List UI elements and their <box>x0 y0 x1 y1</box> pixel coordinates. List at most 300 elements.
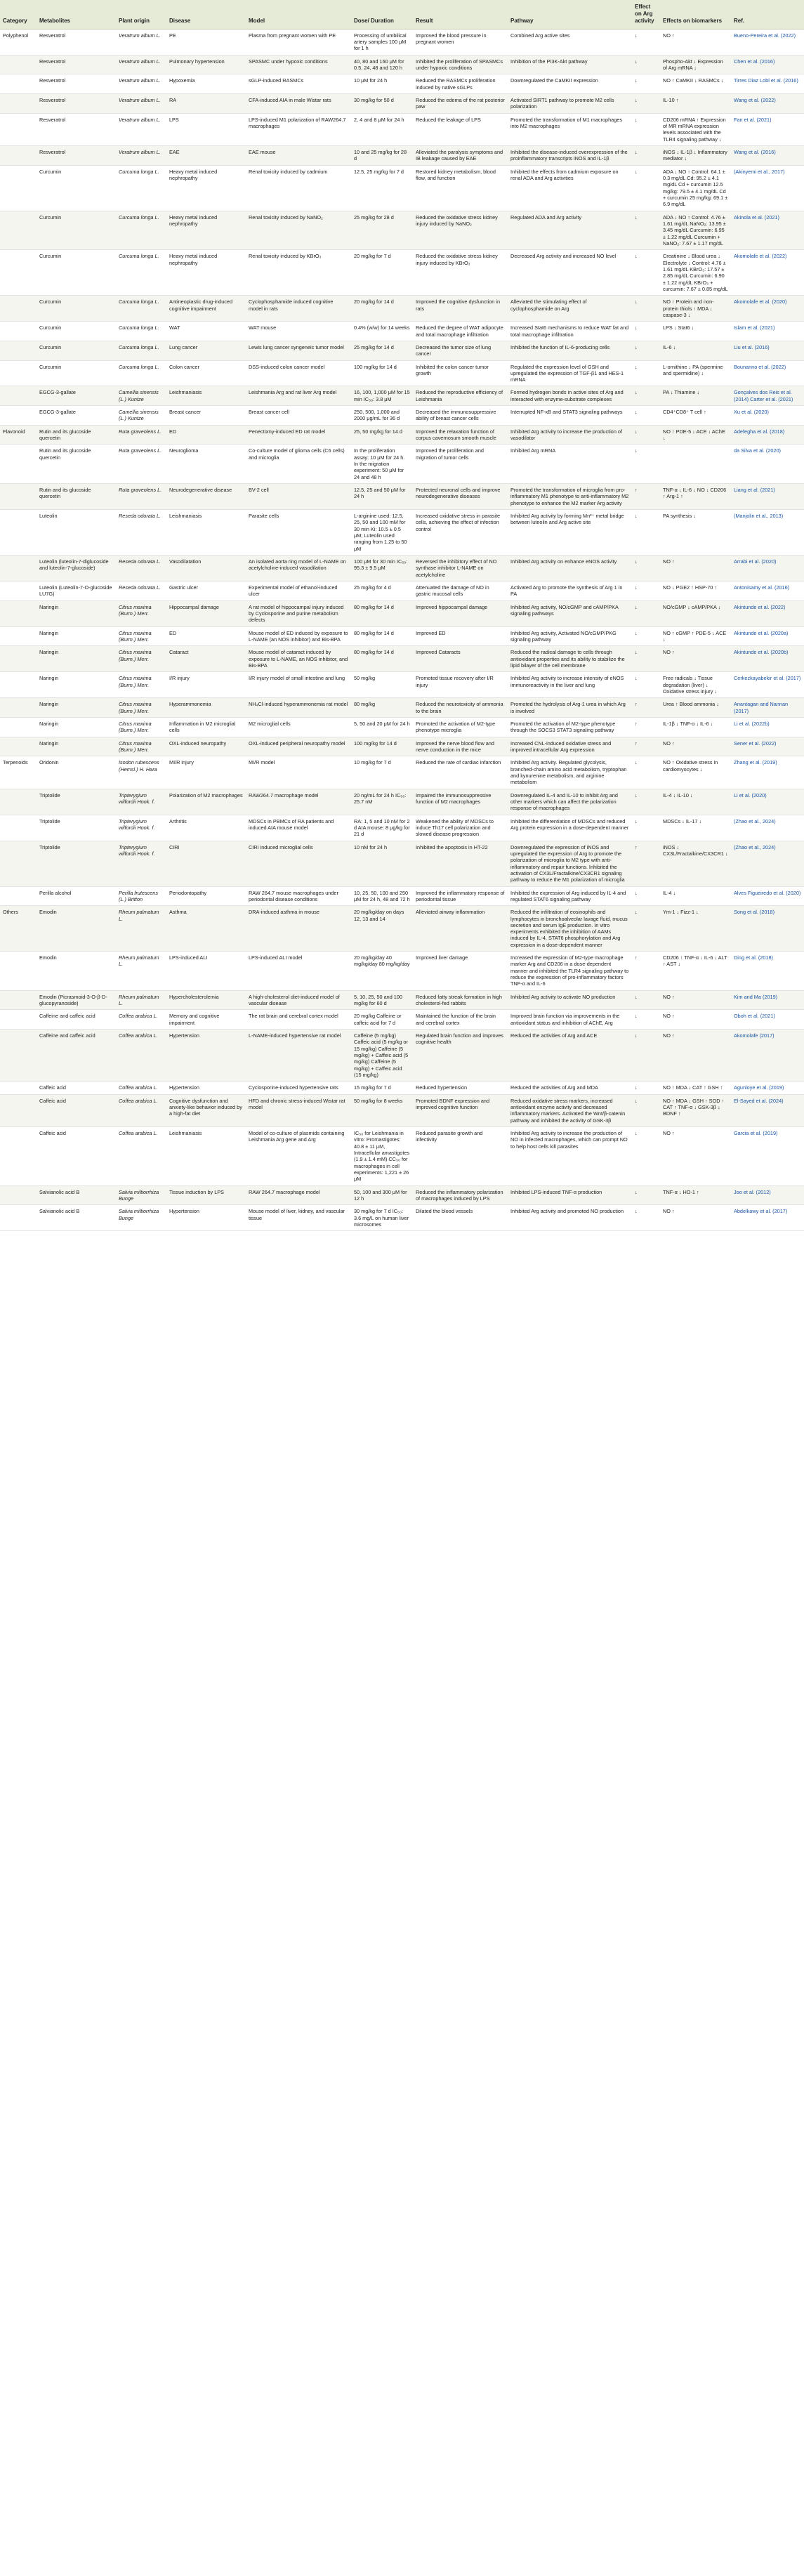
cell-result: Attenuated the damage of NO in gastric mucosal cells <box>413 581 508 601</box>
cell-metabolite: Rutin and its glucoside quercetin <box>37 484 116 510</box>
cell-ref[interactable]: Bounanno et al. (2022) <box>731 360 804 386</box>
cell-dose: 10, 25, 50, 100 and 250 μM for 24 h, 48 and 72 h <box>351 886 413 906</box>
cell-category <box>0 406 37 426</box>
cell-disease: PE <box>166 29 246 55</box>
cell-plant-origin: Coffea arabica L. <box>116 1094 166 1126</box>
cell-model: RAW 264.7 macrophage model <box>246 1185 351 1205</box>
cell-category <box>0 626 37 646</box>
cell-model: Renal toxicity induced by cadmium <box>246 165 351 211</box>
cell-pathway: Inhibited Arg activity by forming Mn²⁺ metal bridge between luteolin and Arg active site <box>508 510 632 556</box>
table-row <box>0 698 804 718</box>
cell-result: Decreased the tumor size of lung cancer <box>413 341 508 360</box>
table-row <box>0 1205 804 1231</box>
cell-metabolite: Resveratrol <box>37 74 116 94</box>
cell-ref[interactable]: Liang et al. (2021) <box>731 484 804 510</box>
cell-model: Mouse model of liver, kidney, and vascular tissue <box>246 1205 351 1231</box>
cell-metabolite: Caffeine and caffeic acid <box>37 1010 116 1030</box>
header-pathway: Pathway <box>508 0 632 29</box>
cell-category <box>0 322 37 341</box>
cell-model: Experimental model of ethanol-induced ulcer <box>246 581 351 601</box>
cell-pathway: Activated Arg to promote the synthesis of Arg 1 in PA <box>508 581 632 601</box>
cell-dose: IC₅₀ for Leishmania in vitro: Promastigotes: 40.8 ± 11 μM, Intracellular amastigotes (1.9 ± 1.4 mM) CC₅₀ for macrophages in cell experiments: 1,221 ± 26 μM <box>351 1127 413 1186</box>
cell-dose: 30 mg/kg for 50 d <box>351 94 413 114</box>
cell-result: Improved the cognitive dysfunction in rats <box>413 296 508 322</box>
cell-pathway: Inhibited Arg activity to increase intensity of eNOS immunoreactivity in the liver and lung <box>508 672 632 698</box>
cell-effect-arg: ↓ <box>632 406 660 426</box>
cell-model: NH₄Cl-induced hyperammonemia rat model <box>246 698 351 718</box>
cell-ref[interactable]: Akomolafe (2017) <box>731 1030 804 1082</box>
cell-biomarkers: Phospho-Akt ↓ Expression of Arg mRNA ↓ <box>660 55 731 74</box>
cell-model: Penectomy-induced ED rat model <box>246 425 351 445</box>
cell-result: Improved Cataracts <box>413 646 508 672</box>
cell-disease: Antineoplastic drug-induced cognitive impairment <box>166 296 246 322</box>
cell-ref[interactable]: Anantagan and Nannan (2017) <box>731 698 804 718</box>
cell-category <box>0 789 37 815</box>
header-dose: Dose/ Duration <box>351 0 413 29</box>
data-table <box>0 0 804 1231</box>
cell-plant-origin: Isodon rubescens (Hemsl.) H. Hara <box>116 756 166 789</box>
cell-plant-origin: Curcuma longa L. <box>116 250 166 296</box>
cell-effect-arg: ↓ <box>632 815 660 841</box>
cell-pathway: Promoted the transformation of M1 macrophages into M2 macrophages <box>508 113 632 145</box>
cell-dose: Caffeine (5 mg/kg) Caffeic acid (5 mg/kg or 15 mg/kg) Caffeine (5 mg/kg) + Caffeic acid (5 mg/kg) Caffeine (5 mg/kg) + Caffeic acid (15 mg/kg) <box>351 1030 413 1082</box>
cell-biomarkers: CD4⁺CD8⁺ T cell ↑ <box>660 406 731 426</box>
cell-effect-arg: ↓ <box>632 556 660 581</box>
cell-biomarkers: PA synthesis ↓ <box>660 510 731 556</box>
cell-dose: 10 nM for 24 h <box>351 841 413 886</box>
cell-effect-arg: ↓ <box>632 29 660 55</box>
cell-model: Breast cancer cell <box>246 406 351 426</box>
cell-effect-arg: ↓ <box>632 1010 660 1030</box>
cell-biomarkers: IL-4 ↓ <box>660 886 731 906</box>
cell-disease: LPS-induced ALI <box>166 952 246 991</box>
cell-disease: Gastric ulcer <box>166 581 246 601</box>
cell-disease: ED <box>166 626 246 646</box>
cell-plant-origin: Veratrum album L. <box>116 74 166 94</box>
cell-category <box>0 386 37 406</box>
cell-ref[interactable]: Li et al. (2020) <box>731 789 804 815</box>
cell-plant-origin: Curcuma longa L. <box>116 322 166 341</box>
cell-category <box>0 250 37 296</box>
table-row <box>0 952 804 991</box>
cell-disease: OXL-induced neuropathy <box>166 737 246 756</box>
cell-ref[interactable]: Song et al. (2018) <box>731 906 804 952</box>
cell-category <box>0 510 37 556</box>
cell-pathway: Downregulated the CaMKII expression <box>508 74 632 94</box>
cell-category <box>0 1082 37 1094</box>
header-effect-arg: Effect on Arg activity <box>632 0 660 29</box>
cell-metabolite: Caffeine and caffeic acid <box>37 1030 116 1082</box>
cell-pathway: Reduced the activities of Arg and MDA <box>508 1082 632 1094</box>
cell-metabolite: Triptolide <box>37 841 116 886</box>
table-row <box>0 737 804 756</box>
cell-model: sGLP-induced RASMCs <box>246 74 351 94</box>
cell-metabolite: Luteolin (luteolin-7-diglucoside and luteolin-7-glucoside) <box>37 556 116 581</box>
cell-model: BV-2 cell <box>246 484 351 510</box>
cell-ref[interactable]: Akintunde et al. (2020b) <box>731 646 804 672</box>
cell-ref[interactable]: Abdelkawy et al. (2017) <box>731 1205 804 1231</box>
cell-result: Reduced the degree of WAT adipocyte and total macrophage infiltration <box>413 322 508 341</box>
cell-ref[interactable]: Ding et al. (2018) <box>731 952 804 991</box>
cell-model: WAT mouse <box>246 322 351 341</box>
cell-model: Parasite cells <box>246 510 351 556</box>
cell-category: Others <box>0 906 37 952</box>
cell-plant-origin: Veratrum album L. <box>116 145 166 165</box>
cell-biomarkers: TNF-α ↓ HO-1 ↑ <box>660 1185 731 1205</box>
cell-dose: 80 mg/kg for 14 d <box>351 626 413 646</box>
cell-model: An isolated aorta ring model of L-NAME on acetylcholine-induced vasodilation <box>246 556 351 581</box>
cell-metabolite: Luteolin <box>37 510 116 556</box>
cell-effect-arg: ↓ <box>632 600 660 626</box>
cell-ref[interactable]: da Silva et al. (2020) <box>731 445 804 484</box>
cell-pathway: Interrupted NF-κB and STAT3 signaling pathways <box>508 406 632 426</box>
cell-metabolite: Rutin and its glucoside quercetin <box>37 445 116 484</box>
cell-ref[interactable]: Akinola et al. (2021) <box>731 211 804 250</box>
cell-metabolite: Luteolin (Luteolin-7-O-glucoside LU7G) <box>37 581 116 601</box>
table-row <box>0 1127 804 1186</box>
cell-disease: ED <box>166 425 246 445</box>
cell-dose: 50 mg/kg for 8 weeks <box>351 1094 413 1126</box>
cell-dose: 80 mg/kg for 14 d <box>351 600 413 626</box>
cell-effect-arg: ↓ <box>632 1094 660 1126</box>
cell-effect-arg: ↑ <box>632 717 660 737</box>
cell-category: Terpenoids <box>0 756 37 789</box>
cell-biomarkers: NO ↑ <box>660 646 731 672</box>
cell-biomarkers: IL-1β ↓ TNF-α ↓ IL-6 ↓ <box>660 717 731 737</box>
cell-category <box>0 737 37 756</box>
cell-dose: 20 mg/kg for 14 d <box>351 296 413 322</box>
cell-metabolite: Resveratrol <box>37 29 116 55</box>
cell-biomarkers: NO ↑ <box>660 1010 731 1030</box>
cell-result: Maintained the function of the brain and cerebral cortex <box>413 1010 508 1030</box>
cell-result: Improved ED <box>413 626 508 646</box>
cell-biomarkers: NO ↑ <box>660 1030 731 1082</box>
table-row <box>0 556 804 581</box>
table-row <box>0 360 804 386</box>
cell-plant-origin: Camellia sinensis (L.) Kuntze <box>116 386 166 406</box>
cell-dose: 20 ng/mL for 24 h IC₅₀: 25.7 nM <box>351 789 413 815</box>
cell-result: Improved the proliferation and migration of tumor cells <box>413 445 508 484</box>
cell-disease: Inflammation in M2 microglial cells <box>166 717 246 737</box>
cell-ref[interactable]: Antonisamy et al. (2016) <box>731 581 804 601</box>
cell-pathway: Inhibited the function of IL-6-producing cells <box>508 341 632 360</box>
cell-dose: 16, 100, 1,000 μM for 15 min IC₅₀: 3.8 μM <box>351 386 413 406</box>
cell-pathway: Inhibition of the PI3K-Akt pathway <box>508 55 632 74</box>
cell-category <box>0 1010 37 1030</box>
cell-result: Impaired the immunosuppressive function of M2 macrophages <box>413 789 508 815</box>
cell-disease: Memory and cognitive impairment <box>166 1010 246 1030</box>
table-row <box>0 484 804 510</box>
cell-dose: 100 mg/kg for 14 d <box>351 360 413 386</box>
cell-model: I/R injury model of small intestine and lung <box>246 672 351 698</box>
cell-ref[interactable]: Xu et al. (2020) <box>731 406 804 426</box>
header-ref: Ref. <box>731 0 804 29</box>
cell-ref[interactable]: Akomolafe et al. (2020) <box>731 296 804 322</box>
table-row <box>0 626 804 646</box>
cell-dose: 5, 10, 25, 50 and 100 mg/kg for 60 d <box>351 990 413 1010</box>
cell-ref[interactable]: Joo et al. (2012) <box>731 1185 804 1205</box>
table-row <box>0 1030 804 1082</box>
cell-biomarkers: CD206 ↑ TNF-α ↓ IL-6 ↓ ALT ↑ AST ↓ <box>660 952 731 991</box>
cell-pathway: Inhibited Arg activity to activate NO production <box>508 990 632 1010</box>
cell-model: Mouse model of cataract induced by exposure to L-NAME, an NOS inhibitor, and Bis-BPA <box>246 646 351 672</box>
cell-pathway: Inhibited Arg mRNA <box>508 445 632 484</box>
cell-metabolite: Curcumin <box>37 341 116 360</box>
table-header <box>0 0 804 29</box>
cell-biomarkers: NO ↑ cGMP ↑ PDE-5 ↓ ACE ↓ <box>660 626 731 646</box>
cell-ref[interactable]: Akomolafe et al. (2022) <box>731 250 804 296</box>
cell-pathway: Promoted the hydrolysis of Arg-1 urea in which Arg is involved <box>508 698 632 718</box>
cell-dose: 40, 80 and 160 μM for 0.5, 24, 48 and 120 h <box>351 55 413 74</box>
cell-result: Improved the nerve blood flow and nerve conduction in the mice <box>413 737 508 756</box>
cell-disease: Leishmaniasis <box>166 386 246 406</box>
cell-disease: CIRI <box>166 841 246 886</box>
cell-disease: Periodontopathy <box>166 886 246 906</box>
cell-ref[interactable]: Akintunde et al. (2020a) <box>731 626 804 646</box>
cell-model: CIRI induced microglial cells <box>246 841 351 886</box>
cell-biomarkers: NO ↑ PDE-5 ↓ ACE ↓ AChE ↓ <box>660 425 731 445</box>
cell-result: Reduced the RASMCs proliferation induced by native sGLPs <box>413 74 508 94</box>
cell-biomarkers: NO ↑ Protein and non-protein thiols ↑ MDA ↓ caspase-3 ↓ <box>660 296 731 322</box>
cell-pathway: Inhibited Arg activity. Regulated glycolysis, branched-chain amino acid metabolism, tryptophan and kynurenine metabolism, and arginine metabolism <box>508 756 632 789</box>
header-model: Model <box>246 0 351 29</box>
cell-category <box>0 55 37 74</box>
cell-plant-origin: Salvia miltiorrhiza Bunge <box>116 1185 166 1205</box>
cell-dose: 5, 50 and 20 μM for 24 h <box>351 717 413 737</box>
cell-effect-arg: ↓ <box>632 756 660 789</box>
cell-model: RAW 264.7 mouse macrophages under periodontal disease conditions <box>246 886 351 906</box>
cell-ref[interactable]: Wang et al. (2022) <box>731 94 804 114</box>
cell-result: Alleviated the paralysis symptoms and IB leakage caused by EAE <box>413 145 508 165</box>
cell-disease: Hippocampal damage <box>166 600 246 626</box>
cell-dose: 0.4% (w/w) for 14 weeks <box>351 322 413 341</box>
cell-plant-origin: Rheum palmatum L. <box>116 906 166 952</box>
cell-model: CFA-induced AIA in male Wistar rats <box>246 94 351 114</box>
cell-pathway: Promoted the activation of M2-type phenotype through the SOCS3 STAT3 signaling pathway <box>508 717 632 737</box>
cell-effect-arg: ↓ <box>632 74 660 94</box>
cell-disease: Neurodegenerative disease <box>166 484 246 510</box>
cell-ref[interactable]: Kim and Ma (2019) <box>731 990 804 1010</box>
cell-category <box>0 952 37 991</box>
table-row <box>0 165 804 211</box>
table-row <box>0 906 804 952</box>
cell-plant-origin: Veratrum album L. <box>116 55 166 74</box>
cell-pathway: Increased Stat6 mechanisms to reduce WAT fat and total macrophage infiltration <box>508 322 632 341</box>
cell-metabolite: Resveratrol <box>37 113 116 145</box>
cell-plant-origin: Perilla frutescens (L.) Britton <box>116 886 166 906</box>
table-body <box>0 29 804 1231</box>
cell-plant-origin: Citrus maxima (Burm.) Merr. <box>116 672 166 698</box>
cell-metabolite: Triptolide <box>37 789 116 815</box>
cell-disease: Arthritis <box>166 815 246 841</box>
cell-ref[interactable]: Agunloye et al. (2019) <box>731 1082 804 1094</box>
cell-biomarkers: iNOS ↓ CX3L/Fractalkine/CX3CR1 ↓ <box>660 841 731 886</box>
cell-effect-arg: ↓ <box>632 386 660 406</box>
cell-ref[interactable]: Alves Figueiredo et al. (2020) <box>731 886 804 906</box>
cell-ref[interactable]: Adefegha et al. (2018) <box>731 425 804 445</box>
cell-ref[interactable]: Oboh et al. (2021) <box>731 1010 804 1030</box>
cell-dose: 20 mg/kg Caffeine or caffeic acid for 7 d <box>351 1010 413 1030</box>
cell-ref[interactable]: Akintunde et al. (2022) <box>731 600 804 626</box>
table-row <box>0 1082 804 1094</box>
cell-result: Reduced the reproductive efficiency of Leishmania <box>413 386 508 406</box>
cell-disease: Leishmaniasis <box>166 1127 246 1186</box>
cell-ref[interactable]: El-Sayed et al. (2024) <box>731 1094 804 1126</box>
cell-ref[interactable]: Islam et al. (2021) <box>731 322 804 341</box>
table-row <box>0 646 804 672</box>
cell-result: Weakened the ability of MDSCs to induce Th17 cell polarization and slowed disease progression <box>413 815 508 841</box>
cell-plant-origin: Citrus maxima (Burm.) Merr. <box>116 717 166 737</box>
cell-plant-origin: Coffea arabica L. <box>116 1030 166 1082</box>
cell-result: Improved hippocampal damage <box>413 600 508 626</box>
cell-category <box>0 360 37 386</box>
cell-ref[interactable]: Chen et al. (2016) <box>731 55 804 74</box>
cell-ref[interactable]: Bueno-Pereira et al. (2022) <box>731 29 804 55</box>
cell-metabolite: Salvianolic acid B <box>37 1185 116 1205</box>
cell-category <box>0 1094 37 1126</box>
cell-effect-arg: ↑ <box>632 484 660 510</box>
cell-pathway: Inhibited LPS-induced TNF-α production <box>508 1185 632 1205</box>
cell-ref[interactable]: Cerkezkayabekir et al. (2017) <box>731 672 804 698</box>
cell-effect-arg: ↓ <box>632 296 660 322</box>
table-row <box>0 445 804 484</box>
table-row <box>0 29 804 55</box>
cell-ref[interactable]: Li et al. (2022b) <box>731 717 804 737</box>
cell-disease: Breast cancer <box>166 406 246 426</box>
cell-ref[interactable]: (Akinyemi et al., 2017) <box>731 165 804 211</box>
table-row <box>0 425 804 445</box>
cell-result: Reduced hypertension <box>413 1082 508 1094</box>
cell-category <box>0 165 37 211</box>
cell-pathway: Combined Arg active sites <box>508 29 632 55</box>
cell-dose: 80 mg/kg for 14 d <box>351 646 413 672</box>
cell-dose: 15 mg/kg for 7 d <box>351 1082 413 1094</box>
cell-plant-origin: Tripterygium wilfordii Hook. f. <box>116 789 166 815</box>
cell-biomarkers: Ym-1 ↓ Fizz-1 ↓ <box>660 906 731 952</box>
cell-disease: WAT <box>166 322 246 341</box>
cell-ref[interactable]: Liu et al. (2016) <box>731 341 804 360</box>
cell-plant-origin: Coffea arabica L. <box>116 1010 166 1030</box>
cell-disease: Heavy metal induced nephropathy <box>166 211 246 250</box>
cell-category <box>0 815 37 841</box>
cell-pathway: Activated SIRT1 pathway to promote M2 cells polarization <box>508 94 632 114</box>
cell-pathway: Decreased Arg activity and increased NO level <box>508 250 632 296</box>
cell-effect-arg: ↓ <box>632 322 660 341</box>
cell-ref[interactable]: Wang et al. (2016) <box>731 145 804 165</box>
cell-metabolite: Naringin <box>37 698 116 718</box>
cell-result: Improved liver damage <box>413 952 508 991</box>
cell-result: Reduced the inflammatory polarization of macrophages induced by LPS <box>413 1185 508 1205</box>
cell-biomarkers: IL-4 ↓ IL-10 ↓ <box>660 789 731 815</box>
cell-category <box>0 841 37 886</box>
cell-pathway: Inhibited the effects from cadmium exposure on renal ADA and Arg activities <box>508 165 632 211</box>
cell-effect-arg: ↓ <box>632 360 660 386</box>
table-row <box>0 841 804 886</box>
cell-effect-arg: ↓ <box>632 1185 660 1205</box>
cell-dose: 25 mg/kg for 14 d <box>351 341 413 360</box>
cell-pathway: Regulated ADA and Arg activity <box>508 211 632 250</box>
header-metabolites: Metabolites <box>37 0 116 29</box>
cell-ref[interactable]: Garcia et al. (2019) <box>731 1127 804 1186</box>
cell-effect-arg: ↓ <box>632 789 660 815</box>
cell-model: MI/R model <box>246 756 351 789</box>
cell-biomarkers: CD206 mRNA ↑ Expression of MR mRNA expression levels associated with the TLR4 signaling pathway ↓ <box>660 113 731 145</box>
cell-biomarkers: NO ↑ MDA ↓ GSH ↑ SOD ↑ CAT ↑ TNF-α ↓ GSK-3β ↓ BDNF ↑ <box>660 1094 731 1126</box>
cell-pathway: Reduced the infiltration of eosinophils and lymphocytes in bronchoalveolar lavage fluid, mucus secretion and serum IgE production. In vitro experiments exhibited the inhibition of AAMs induced by IL-4, STAT6 phosphorylation and Arg expression in a dose-dependent manner <box>508 906 632 952</box>
cell-ref[interactable]: Fan et al. (2021) <box>731 113 804 145</box>
cell-metabolite: Oridonin <box>37 756 116 789</box>
cell-ref[interactable]: Gonçalves dos Reis et al. (2014) Carter et al. (2021) <box>731 386 804 406</box>
table-row <box>0 1010 804 1030</box>
cell-ref[interactable]: Sener et al. (2022) <box>731 737 804 756</box>
cell-disease: Vasodilatation <box>166 556 246 581</box>
cell-disease: Polarization of M2 macrophages <box>166 789 246 815</box>
cell-result: Reduced the leakage of LPS <box>413 113 508 145</box>
cell-pathway: Inhibited Arg activity, NO/cGMP and cAMP/PKA signaling pathways <box>508 600 632 626</box>
cell-ref[interactable]: (Zhao et al., 2024) <box>731 815 804 841</box>
cell-biomarkers: LPS ↓ Stat6 ↓ <box>660 322 731 341</box>
cell-metabolite: Salvianolic acid B <box>37 1205 116 1231</box>
cell-category <box>0 556 37 581</box>
cell-disease: LPS <box>166 113 246 145</box>
cell-model: Mouse model of ED induced by exposure to L-NAME (an NOS inhibitor) and Bis-BPA <box>246 626 351 646</box>
cell-ref[interactable]: Arrabi et al. (2020) <box>731 556 804 581</box>
cell-metabolite: Caffeic acid <box>37 1094 116 1126</box>
cell-pathway: Inhibited the expression of Arg induced by IL-4 and regulated STAT6 signaling pathway <box>508 886 632 906</box>
cell-metabolite: Curcumin <box>37 322 116 341</box>
cell-biomarkers: NO ↑ <box>660 990 731 1010</box>
table-row <box>0 386 804 406</box>
cell-category <box>0 341 37 360</box>
cell-pathway: Inhibited Arg activity and promoted NO production <box>508 1205 632 1231</box>
cell-plant-origin: Salvia miltiorrhiza Bunge <box>116 1205 166 1231</box>
cell-disease: Cataract <box>166 646 246 672</box>
cell-dose: 10 mg/kg for 7 d <box>351 756 413 789</box>
cell-disease: Hyperammonemia <box>166 698 246 718</box>
cell-pathway: Inhibited Arg activity to increase the production of vasodilator <box>508 425 632 445</box>
table-row <box>0 322 804 341</box>
cell-metabolite: Resveratrol <box>37 94 116 114</box>
cell-result: Inhibited the colon cancer tumor growth <box>413 360 508 386</box>
table-wrapper <box>0 0 804 1231</box>
cell-effect-arg: ↓ <box>632 581 660 601</box>
cell-biomarkers: NO ↑ <box>660 556 731 581</box>
cell-dose: 12.5, 25 and 50 μM for 24 h <box>351 484 413 510</box>
cell-ref[interactable]: (Zhao et al., 2024) <box>731 841 804 886</box>
cell-dose: 20 mg/kg/day 40 mg/kg/day 80 mg/kg/day <box>351 952 413 991</box>
cell-result: Promoted tissue recovery after I/R injury <box>413 672 508 698</box>
cell-disease: Hypercholesterolemia <box>166 990 246 1010</box>
cell-plant-origin: Reseda odorata L. <box>116 581 166 601</box>
cell-biomarkers: L-ornithine ↓ PA (spermine and spermidine) ↓ <box>660 360 731 386</box>
cell-metabolite: Triptolide <box>37 815 116 841</box>
cell-category <box>0 113 37 145</box>
cell-model: Co-culture model of glioma cells (C6 cells) and microglia <box>246 445 351 484</box>
table-row <box>0 94 804 114</box>
cell-biomarkers: NO ↑ Oxidative stress in cardiomyocytes ↓ <box>660 756 731 789</box>
cell-result: Reduced the edema of the rat posterior paw <box>413 94 508 114</box>
cell-ref[interactable]: Tirres Diaz Lobl et al. (2016) <box>731 74 804 94</box>
cell-disease: Leishmaniasis <box>166 510 246 556</box>
cell-ref[interactable]: Zhang et al. (2019) <box>731 756 804 789</box>
cell-plant-origin: Coffea arabica L. <box>116 1082 166 1094</box>
cell-ref[interactable]: (Manjolin et al., 2013) <box>731 510 804 556</box>
cell-result: Inhibited the apoptosis in HT-22 <box>413 841 508 886</box>
cell-model: Lewis lung cancer syngeneic tumor model <box>246 341 351 360</box>
cell-effect-arg: ↓ <box>632 250 660 296</box>
cell-effect-arg: ↓ <box>632 94 660 114</box>
cell-plant-origin: Ruta graveolens L. <box>116 445 166 484</box>
